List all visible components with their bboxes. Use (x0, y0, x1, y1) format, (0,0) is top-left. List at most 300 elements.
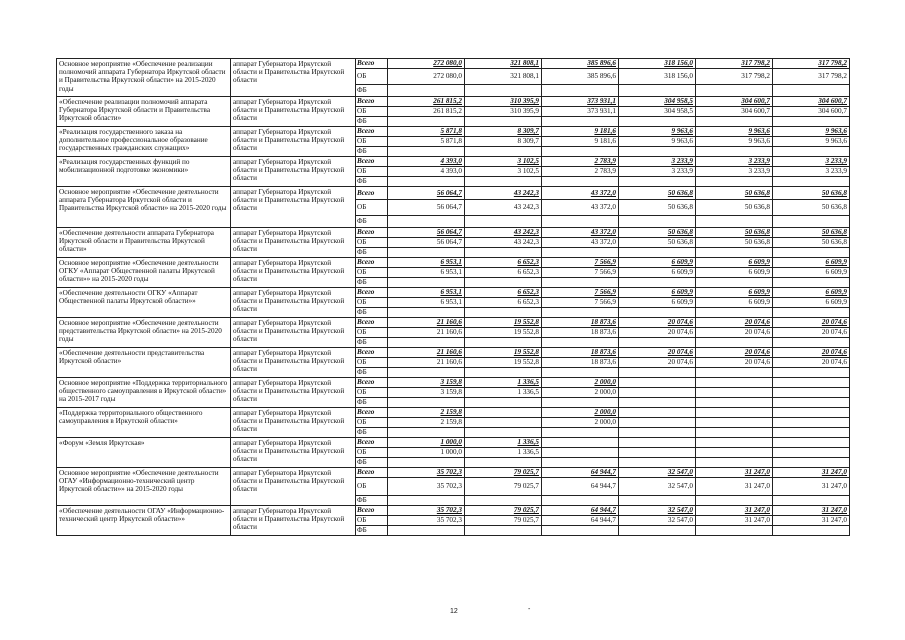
responsible-executor: аппарат Губернатора Иркутской области и Правительства Иркутской области (231, 157, 356, 187)
amount-cell: 31 247,0 (696, 516, 773, 526)
amount-cell: 304 958,5 (619, 97, 696, 107)
amount-cell (619, 147, 696, 157)
funding-source: Всего (356, 288, 388, 298)
table-row-total (57, 348, 850, 358)
amount-cell (465, 368, 542, 378)
amount-cell: 385 896,6 (542, 69, 619, 85)
amount-cell: 56 064,7 (388, 228, 465, 238)
amount-cell (619, 338, 696, 348)
measure-description: «Обеспечение деятельности ОГАУ «Информационно-технический центр Иркутской области»» (57, 506, 231, 536)
funding-source: ФБ (356, 368, 388, 378)
measure-description: «Форум «Земля Иркутская» (57, 438, 231, 468)
amount-cell: 20 074,6 (773, 318, 850, 328)
responsible-executor: аппарат Губернатора Иркутской области и Правительства Иркутской области (231, 468, 356, 506)
amount-cell (542, 177, 619, 187)
responsible-executor: аппарат Губернатора Иркутской области и Правительства Иркутской области (231, 408, 356, 438)
amount-cell (696, 378, 773, 388)
amount-cell: 6 609,9 (619, 268, 696, 278)
amount-cell (773, 368, 850, 378)
measure-description: «Обеспечение реализации полномочий аппарата Губернатора Иркутской области и Правительства Иркутской области» (57, 97, 231, 127)
amount-cell (542, 248, 619, 258)
funding-source: Всего (356, 408, 388, 418)
amount-cell (465, 147, 542, 157)
amount-cell: 43 372,0 (542, 238, 619, 248)
amount-cell (388, 398, 465, 408)
measure-description: «Поддержка территориального общественного самоуправления в Иркутской области» (57, 408, 231, 438)
amount-cell (388, 177, 465, 187)
amount-cell: 20 074,6 (696, 328, 773, 338)
amount-cell: 56 064,7 (388, 200, 465, 216)
amount-cell: 6 609,9 (773, 268, 850, 278)
responsible-executor: аппарат Губернатора Иркутской области и Правительства Иркутской области (231, 288, 356, 318)
amount-cell: 2 000,0 (542, 418, 619, 428)
document-page (56, 58, 849, 536)
funding-source: Всего (356, 228, 388, 238)
amount-cell: 3 159,8 (388, 388, 465, 398)
amount-cell (773, 458, 850, 468)
amount-cell (696, 428, 773, 438)
amount-cell (388, 85, 465, 97)
amount-cell: 20 074,6 (773, 358, 850, 368)
funding-source: ОБ (356, 388, 388, 398)
table-row-total (57, 506, 850, 516)
measure-description: «Обеспечение деятельности ОГКУ «Аппарат Общественной палаты Иркутской области»» (57, 288, 231, 318)
funding-source: ФБ (356, 216, 388, 228)
funding-source: Всего (356, 97, 388, 107)
amount-cell (696, 388, 773, 398)
amount-cell: 79 025,7 (465, 516, 542, 526)
amount-cell: 50 636,8 (773, 228, 850, 238)
amount-cell: 20 074,6 (619, 328, 696, 338)
amount-cell (696, 338, 773, 348)
table-row-total (57, 318, 850, 328)
amount-cell: 9 963,6 (619, 137, 696, 147)
amount-cell: 8 309,7 (465, 137, 542, 147)
amount-cell (619, 388, 696, 398)
amount-cell (542, 278, 619, 288)
amount-cell (619, 438, 696, 448)
funding-source: ФБ (356, 496, 388, 506)
amount-cell (388, 496, 465, 506)
amount-cell: 50 636,8 (773, 187, 850, 200)
funding-source: ФБ (356, 428, 388, 438)
amount-cell: 9 963,6 (773, 137, 850, 147)
funding-source: ОБ (356, 298, 388, 308)
funding-source: ОБ (356, 137, 388, 147)
responsible-executor: аппарат Губернатора Иркутской области и Правительства Иркутской области (231, 97, 356, 127)
amount-cell: 6 953,1 (388, 288, 465, 298)
amount-cell: 2 000,0 (542, 408, 619, 418)
responsible-executor: аппарат Губернатора Иркутской области и Правительства Иркутской области (231, 258, 356, 288)
funding-source: Всего (356, 318, 388, 328)
responsible-executor: аппарат Губернатора Иркутской области и Правительства Иркутской области (231, 59, 356, 97)
table-row-total (57, 438, 850, 448)
amount-cell: 50 636,8 (773, 200, 850, 216)
amount-cell (465, 216, 542, 228)
funding-source: ФБ (356, 278, 388, 288)
amount-cell (773, 388, 850, 398)
amount-cell: 64 944,7 (542, 468, 619, 478)
amount-cell (465, 308, 542, 318)
amount-cell: 50 636,8 (619, 200, 696, 216)
amount-cell (388, 458, 465, 468)
funding-source: ОБ (356, 69, 388, 85)
funding-source: Всего (356, 157, 388, 167)
amount-cell: 3 233,9 (619, 167, 696, 177)
table-row-total (57, 97, 850, 107)
amount-cell (773, 398, 850, 408)
amount-cell: 6 953,1 (388, 258, 465, 268)
amount-cell: 7 566,9 (542, 298, 619, 308)
amount-cell: 2 783,9 (542, 157, 619, 167)
amount-cell (542, 368, 619, 378)
table-row-total (57, 468, 850, 478)
amount-cell (388, 308, 465, 318)
amount-cell: 35 702,3 (388, 516, 465, 526)
amount-cell: 3 159,8 (388, 378, 465, 388)
table-row-total (57, 228, 850, 238)
amount-cell (696, 177, 773, 187)
amount-cell (696, 526, 773, 536)
amount-cell: 3 102,5 (465, 157, 542, 167)
amount-cell (773, 308, 850, 318)
funding-source: ОБ (356, 478, 388, 496)
amount-cell: 272 080,0 (388, 59, 465, 69)
amount-cell: 50 636,8 (696, 238, 773, 248)
amount-cell (619, 378, 696, 388)
amount-cell: 304 600,7 (696, 97, 773, 107)
amount-cell (619, 248, 696, 258)
amount-cell (696, 216, 773, 228)
responsible-executor: аппарат Губернатора Иркутской области и Правительства Иркутской области (231, 127, 356, 157)
amount-cell (542, 308, 619, 318)
funding-source: Всего (356, 59, 388, 69)
amount-cell (388, 248, 465, 258)
measure-description: «Реализация государственного заказа на дополнительное профессиональное образование государственных гражданских служащих» (57, 127, 231, 157)
amount-cell: 18 873,6 (542, 358, 619, 368)
amount-cell (773, 216, 850, 228)
amount-cell (619, 117, 696, 127)
funding-source: ФБ (356, 248, 388, 258)
amount-cell: 3 233,9 (619, 157, 696, 167)
amount-cell (773, 428, 850, 438)
funding-source: Всего (356, 187, 388, 200)
responsible-executor: аппарат Губернатора Иркутской области и Правительства Иркутской области (231, 318, 356, 348)
amount-cell: 43 372,0 (542, 187, 619, 200)
amount-cell: 318 156,0 (619, 59, 696, 69)
amount-cell: 6 652,3 (465, 288, 542, 298)
amount-cell: 20 074,6 (619, 318, 696, 328)
amount-cell: 31 247,0 (773, 516, 850, 526)
amount-cell (388, 368, 465, 378)
amount-cell: 317 798,2 (773, 69, 850, 85)
amount-cell: 261 815,2 (388, 97, 465, 107)
amount-cell: 261 815,2 (388, 107, 465, 117)
amount-cell: 9 963,6 (773, 127, 850, 137)
amount-cell (465, 338, 542, 348)
amount-cell: 321 808,1 (465, 59, 542, 69)
amount-cell: 64 944,7 (542, 478, 619, 496)
amount-cell (465, 278, 542, 288)
amount-cell: 31 247,0 (696, 478, 773, 496)
measure-description: Основное мероприятие «Обеспечение деятельности ОГАУ «Информационно-технический центр Иркутской области»» на 2015-2020 годы (57, 468, 231, 506)
funding-source: Всего (356, 468, 388, 478)
amount-cell: 21 160,6 (388, 348, 465, 358)
amount-cell: 6 609,9 (773, 298, 850, 308)
amount-cell (465, 408, 542, 418)
amount-cell (619, 496, 696, 506)
amount-cell (542, 117, 619, 127)
amount-cell: 317 798,2 (696, 59, 773, 69)
measure-description: Основное мероприятие «Обеспечение деятельности представительства Иркутской области» на 2015-2020 годы (57, 318, 231, 348)
amount-cell (696, 408, 773, 418)
amount-cell (465, 496, 542, 506)
amount-cell (696, 85, 773, 97)
amount-cell: 304 958,5 (619, 107, 696, 117)
amount-cell: 35 702,3 (388, 468, 465, 478)
amount-cell: 6 609,9 (619, 298, 696, 308)
funding-source: Всего (356, 506, 388, 516)
amount-cell (542, 526, 619, 536)
funding-source: Всего (356, 378, 388, 388)
amount-cell (773, 278, 850, 288)
amount-cell: 43 242,3 (465, 200, 542, 216)
amount-cell: 50 636,8 (696, 187, 773, 200)
amount-cell: 19 552,8 (465, 318, 542, 328)
funding-source: ФБ (356, 147, 388, 157)
amount-cell (542, 85, 619, 97)
amount-cell: 373 931,1 (542, 97, 619, 107)
funding-source: ФБ (356, 526, 388, 536)
amount-cell: 50 636,8 (773, 238, 850, 248)
responsible-executor: аппарат Губернатора Иркутской области и Правительства Иркутской области (231, 228, 356, 258)
amount-cell: 21 160,6 (388, 328, 465, 338)
amount-cell: 272 080,0 (388, 69, 465, 85)
amount-cell: 1 000,0 (388, 438, 465, 448)
funding-source: ОБ (356, 238, 388, 248)
amount-cell (388, 147, 465, 157)
amount-cell (465, 428, 542, 438)
amount-cell (465, 177, 542, 187)
budget-table (56, 58, 850, 536)
amount-cell (388, 117, 465, 127)
amount-cell (696, 278, 773, 288)
amount-cell (388, 526, 465, 536)
funding-source: ФБ (356, 458, 388, 468)
amount-cell (542, 338, 619, 348)
responsible-executor: аппарат Губернатора Иркутской области и Правительства Иркутской области (231, 348, 356, 378)
amount-cell: 3 233,9 (773, 157, 850, 167)
amount-cell (619, 418, 696, 428)
amount-cell: 1 336,5 (465, 388, 542, 398)
amount-cell: 6 609,9 (773, 258, 850, 268)
amount-cell: 9 963,6 (696, 137, 773, 147)
amount-cell: 43 372,0 (542, 200, 619, 216)
amount-cell: 43 242,3 (465, 187, 542, 200)
responsible-executor: аппарат Губернатора Иркутской области и Правительства Иркутской области (231, 187, 356, 228)
amount-cell (619, 448, 696, 458)
amount-cell (773, 526, 850, 536)
amount-cell: 6 652,3 (465, 268, 542, 278)
amount-cell: 7 566,9 (542, 288, 619, 298)
measure-description: «Реализация государственных функций по мобилизационной подготовке экономики» (57, 157, 231, 187)
amount-cell (388, 278, 465, 288)
amount-cell (388, 216, 465, 228)
amount-cell: 50 636,8 (619, 228, 696, 238)
amount-cell: 43 242,3 (465, 228, 542, 238)
funding-source: ОБ (356, 200, 388, 216)
page-mark: - (528, 606, 531, 613)
measure-description: Основное мероприятие «Обеспечение реализации полномочий аппарата Губернатора Иркутской области и Правительства Иркутской области» на 2015-2020 годы (57, 59, 231, 97)
amount-cell: 64 944,7 (542, 516, 619, 526)
amount-cell (619, 408, 696, 418)
funding-source: ОБ (356, 107, 388, 117)
amount-cell: 317 798,2 (696, 69, 773, 85)
amount-cell (388, 428, 465, 438)
amount-cell (542, 398, 619, 408)
amount-cell: 79 025,7 (465, 478, 542, 496)
amount-cell (619, 458, 696, 468)
amount-cell (696, 368, 773, 378)
amount-cell: 2 783,9 (542, 167, 619, 177)
amount-cell: 56 064,7 (388, 238, 465, 248)
budget-table-body (57, 59, 850, 536)
amount-cell: 9 181,6 (542, 127, 619, 137)
amount-cell (542, 147, 619, 157)
amount-cell: 6 652,3 (465, 298, 542, 308)
funding-source: Всего (356, 258, 388, 268)
amount-cell: 6 609,9 (619, 258, 696, 268)
table-row-total (57, 378, 850, 388)
amount-cell: 3 233,9 (696, 167, 773, 177)
amount-cell: 64 944,7 (542, 506, 619, 516)
amount-cell: 3 233,9 (696, 157, 773, 167)
amount-cell (696, 117, 773, 127)
amount-cell: 31 247,0 (773, 468, 850, 478)
amount-cell (465, 398, 542, 408)
amount-cell (696, 248, 773, 258)
amount-cell: 19 552,8 (465, 358, 542, 368)
amount-cell (619, 85, 696, 97)
amount-cell (773, 448, 850, 458)
amount-cell: 6 609,9 (619, 288, 696, 298)
funding-source: ОБ (356, 358, 388, 368)
funding-source: ОБ (356, 448, 388, 458)
amount-cell (773, 438, 850, 448)
amount-cell (696, 308, 773, 318)
amount-cell: 19 552,8 (465, 328, 542, 338)
amount-cell: 7 566,9 (542, 258, 619, 268)
amount-cell (619, 526, 696, 536)
amount-cell: 317 798,2 (773, 59, 850, 69)
funding-source: ФБ (356, 398, 388, 408)
amount-cell (696, 448, 773, 458)
amount-cell: 9 181,6 (542, 137, 619, 147)
amount-cell: 31 247,0 (773, 506, 850, 516)
amount-cell: 79 025,7 (465, 506, 542, 516)
amount-cell: 6 953,1 (388, 268, 465, 278)
amount-cell (619, 308, 696, 318)
amount-cell: 6 609,9 (696, 298, 773, 308)
funding-source: ОБ (356, 418, 388, 428)
amount-cell: 304 600,7 (696, 107, 773, 117)
amount-cell: 20 074,6 (696, 318, 773, 328)
funding-source: Всего (356, 438, 388, 448)
measure-description: Основное мероприятие «Обеспечение деятельности ОГКУ «Аппарат Общественной палаты Иркутской области»» на 2015-2020 годы (57, 258, 231, 288)
amount-cell (696, 458, 773, 468)
amount-cell (696, 147, 773, 157)
amount-cell: 304 600,7 (773, 107, 850, 117)
amount-cell (465, 526, 542, 536)
measure-description: «Обеспечение деятельности аппарата Губернатора Иркутской области и Правительства Иркутской области» (57, 228, 231, 258)
funding-source: ФБ (356, 85, 388, 97)
amount-cell (773, 418, 850, 428)
amount-cell (619, 368, 696, 378)
amount-cell: 304 600,7 (773, 97, 850, 107)
funding-source: ФБ (356, 177, 388, 187)
funding-source: ОБ (356, 167, 388, 177)
amount-cell (619, 428, 696, 438)
measure-description: Основное мероприятие «Обеспечение деятельности аппарата Губернатора Иркутской области и Правительства Иркутской области» на 2015-2020 годы (57, 187, 231, 228)
amount-cell: 6 953,1 (388, 298, 465, 308)
amount-cell: 50 636,8 (696, 228, 773, 238)
funding-source: ОБ (356, 328, 388, 338)
amount-cell: 20 074,6 (696, 358, 773, 368)
amount-cell: 310 395,9 (465, 107, 542, 117)
amount-cell (465, 85, 542, 97)
amount-cell: 1 336,5 (465, 378, 542, 388)
amount-cell: 385 896,6 (542, 59, 619, 69)
amount-cell: 50 636,8 (619, 187, 696, 200)
amount-cell: 1 336,5 (465, 438, 542, 448)
amount-cell: 373 931,1 (542, 107, 619, 117)
amount-cell: 79 025,7 (465, 468, 542, 478)
table-row-total (57, 258, 850, 268)
funding-source: Всего (356, 348, 388, 358)
funding-source: Всего (356, 127, 388, 137)
amount-cell: 31 247,0 (696, 506, 773, 516)
amount-cell (388, 338, 465, 348)
amount-cell (542, 448, 619, 458)
funding-source: ФБ (356, 117, 388, 127)
amount-cell: 1 336,5 (465, 448, 542, 458)
amount-cell (542, 496, 619, 506)
amount-cell (773, 378, 850, 388)
amount-cell: 6 609,9 (696, 288, 773, 298)
amount-cell (542, 458, 619, 468)
amount-cell (773, 85, 850, 97)
amount-cell: 3 102,5 (465, 167, 542, 177)
amount-cell: 32 547,0 (619, 468, 696, 478)
funding-source: ФБ (356, 338, 388, 348)
amount-cell: 31 247,0 (696, 468, 773, 478)
amount-cell (773, 147, 850, 157)
amount-cell (542, 216, 619, 228)
amount-cell (465, 248, 542, 258)
amount-cell: 318 156,0 (619, 69, 696, 85)
amount-cell: 2 000,0 (542, 388, 619, 398)
amount-cell: 4 393,0 (388, 167, 465, 177)
amount-cell (773, 117, 850, 127)
table-row-total (57, 408, 850, 418)
amount-cell (773, 248, 850, 258)
table-row-total (57, 127, 850, 137)
amount-cell: 21 160,6 (388, 358, 465, 368)
table-row-total (57, 157, 850, 167)
amount-cell: 321 808,1 (465, 69, 542, 85)
page-number: 12 (450, 608, 458, 615)
amount-cell: 18 873,6 (542, 328, 619, 338)
